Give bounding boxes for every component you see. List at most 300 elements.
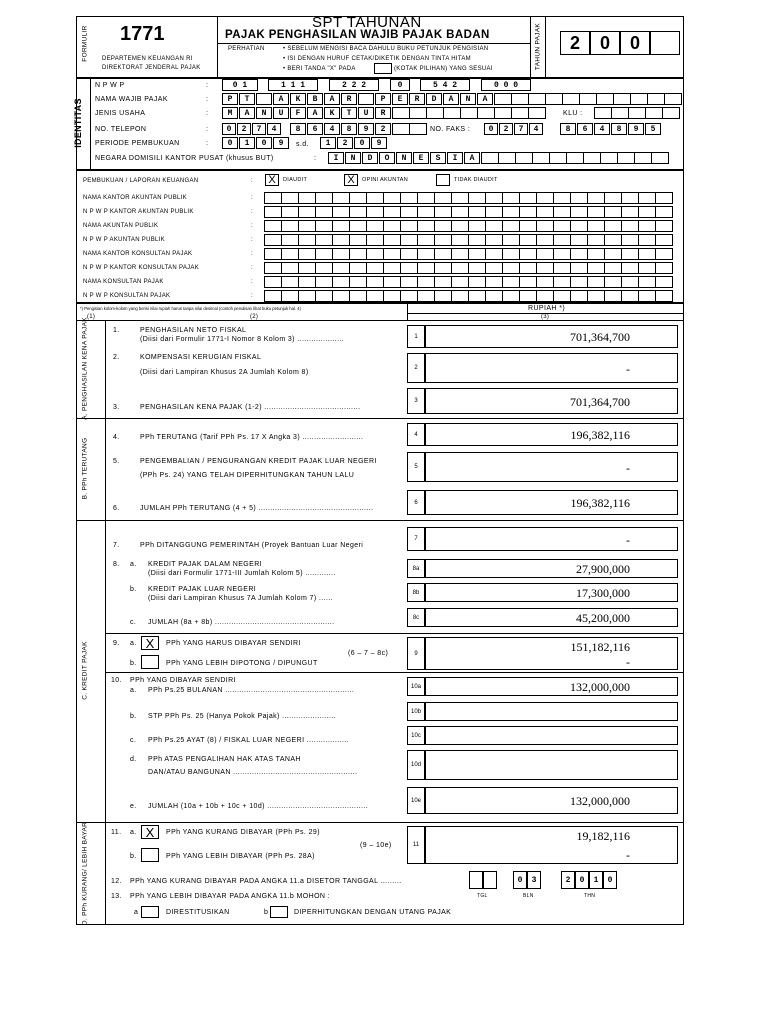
- audit-empty-cell: [468, 206, 486, 218]
- line-11a-label: PPh YANG KURANG DIBAYAR (PPh Ps. 29): [166, 829, 320, 836]
- thn-label: THN: [584, 893, 596, 899]
- audit-empty-cell: [587, 220, 605, 232]
- perhatian-label: PERHATIAN: [228, 46, 265, 52]
- audit-empty-cell: [485, 206, 503, 218]
- audit-empty-cell: [264, 276, 282, 288]
- nama-char-cell: D: [426, 93, 442, 105]
- audit-empty-cell: [485, 248, 503, 260]
- perhatian-line-3a: • BERI TANDA "X" PADA: [283, 66, 356, 72]
- audit-empty-cell: [298, 276, 316, 288]
- audit-empty-cell: [604, 262, 622, 274]
- header-divider-1: [217, 16, 218, 78]
- periode-to-cell: 9: [371, 137, 387, 149]
- line-10d-label: PPh ATAS PENGALIHAN HAK ATAS TANAH: [148, 756, 301, 763]
- section-col-line: [105, 320, 106, 925]
- value-9b: -: [626, 655, 630, 669]
- audit-empty-cell: [264, 192, 282, 204]
- audit-empty-cell: [468, 262, 486, 274]
- audit-empty-cell: [332, 192, 350, 204]
- audit-empty-cell: [638, 192, 656, 204]
- line-11b-checkbox[interactable]: [141, 848, 159, 862]
- value-box-10c[interactable]: [425, 726, 678, 745]
- audit-empty-cell: [298, 248, 316, 260]
- audit-empty-cell: [570, 234, 588, 246]
- line-6-label: JUMLAH PPh TERUTANG (4 + 5) .................................................: [140, 505, 374, 512]
- periode-from-cell: 0: [256, 137, 272, 149]
- audit-empty-cell: [264, 290, 282, 302]
- audit-empty-cell: [570, 248, 588, 260]
- nama-label: NAMA WAJIB PAJAK: [95, 96, 168, 103]
- value-box-10a[interactable]: [425, 677, 678, 696]
- audit-empty-cell: [604, 192, 622, 204]
- box-num-8c: 8c: [407, 608, 425, 627]
- nama-empty-cell: [528, 93, 546, 105]
- faks-area-cell: 0: [484, 123, 498, 135]
- faks-num-cell: 5: [645, 123, 661, 135]
- audit-empty-cell: [536, 192, 554, 204]
- audit-empty-cell: [298, 290, 316, 302]
- box-num-6: 6: [407, 490, 425, 515]
- audit-empty-cell: [621, 192, 639, 204]
- value-box-8a[interactable]: [425, 559, 678, 578]
- dept-line-2: DIREKTORAT JENDERAL PAJAK: [102, 65, 201, 71]
- line-8b-label: KREDIT PAJAK LUAR NEGERI: [148, 586, 257, 593]
- audit-row-colon: :: [251, 279, 253, 285]
- value-8b: 17,300,000: [576, 586, 630, 600]
- negara-empty-cell: [481, 152, 499, 164]
- audit-empty-cell: [281, 220, 299, 232]
- audit-empty-cell: [400, 206, 418, 218]
- nama-char-cell: R: [409, 93, 425, 105]
- box-num-3: 3: [407, 388, 425, 414]
- bln-cell: 0: [513, 871, 527, 889]
- audit-empty-cell: [519, 206, 537, 218]
- faks-num-cell: 8: [611, 123, 627, 135]
- rupiah-col-line: [407, 303, 408, 320]
- audit-row-label: NAMA KONSULTAN PAJAK: [83, 279, 164, 285]
- line-11-number: 11.: [111, 829, 122, 836]
- negara-empty-cell: [634, 152, 652, 164]
- value-box-1[interactable]: [425, 325, 678, 348]
- colon-4: :: [206, 126, 209, 133]
- periode-from-cell: 9: [273, 137, 289, 149]
- nama-empty-cell: [562, 93, 580, 105]
- audit-empty-cell: [587, 276, 605, 288]
- line-5-sub: (PPh Ps. 24) YANG TELAH DIPERHITUNGKAN TAHUN LALU: [140, 472, 355, 479]
- audit-empty-cell: [315, 206, 333, 218]
- line-9b-letter: b.: [130, 660, 137, 667]
- audit-empty-cell: [451, 192, 469, 204]
- audit-empty-cell: [298, 262, 316, 274]
- box-num-5: 5: [407, 452, 425, 482]
- jenis-char-cell: A: [239, 107, 255, 119]
- telepon-num-cell: 9: [358, 123, 374, 135]
- value-8a: 27,900,000: [576, 562, 630, 576]
- audit-empty-cell: [332, 290, 350, 302]
- audit-empty-cell: [638, 290, 656, 302]
- audit-empty-cell: [434, 248, 452, 260]
- audit-empty-cell: [298, 220, 316, 232]
- audit-empty-cell: [638, 262, 656, 274]
- bln-label: BLN: [523, 893, 534, 899]
- value-8c: 45,200,000: [576, 611, 630, 625]
- colon-6: :: [314, 155, 317, 162]
- line-8b-letter: b.: [130, 586, 137, 593]
- line-10e-letter: e.: [130, 803, 137, 810]
- jenis-char-cell: M: [222, 107, 238, 119]
- nama-empty-cell: [494, 93, 512, 105]
- line-10a-label: PPh Ps.25 BULANAN .......................................................: [148, 687, 355, 694]
- audit-empty-cell: [434, 192, 452, 204]
- box-num-10a: 10a: [407, 677, 425, 696]
- line-5-number: 5.: [113, 458, 120, 465]
- audit-empty-cell: [434, 290, 452, 302]
- audit-empty-cell: [570, 290, 588, 302]
- audit-empty-cell: [349, 290, 367, 302]
- line-13-label: PPh YANG LEBIH DIBAYAR PADA ANGKA 11.b MOHON :: [130, 893, 331, 900]
- box-num-10b: 10b: [407, 702, 425, 721]
- audit-empty-cell: [400, 248, 418, 260]
- audit-empty-cell: [536, 248, 554, 260]
- negara-empty-cell: [549, 152, 567, 164]
- audit-empty-cell: [281, 192, 299, 204]
- value-box-10b[interactable]: [425, 702, 678, 721]
- audit-empty-cell: [434, 262, 452, 274]
- line-11a-letter: a.: [130, 829, 137, 836]
- audit-empty-cell: [553, 220, 571, 232]
- opini-label: OPINI AKUNTAN: [362, 177, 408, 183]
- audit-row-colon: :: [251, 293, 253, 299]
- nama-char-cell: A: [324, 93, 340, 105]
- line-13a-letter: a: [134, 909, 139, 916]
- negara-empty-cell: [498, 152, 516, 164]
- nama-empty-cell: [647, 93, 665, 105]
- negara-empty-cell: [532, 152, 550, 164]
- jenis-char-cell: T: [341, 107, 357, 119]
- negara-char-cell: N: [396, 152, 412, 164]
- audit-empty-cell: [298, 206, 316, 218]
- audit-empty-cell: [451, 276, 469, 288]
- line-9b-checkbox[interactable]: [141, 655, 159, 669]
- value-box-5[interactable]: [425, 452, 678, 482]
- negara-char-cell: I: [447, 152, 463, 164]
- audit-empty-cell: [264, 220, 282, 232]
- audit-row-label: NAMA KANTOR KONSULTAN PAJAK: [83, 251, 193, 257]
- audit-empty-cell: [655, 234, 673, 246]
- box-num-9: 9: [407, 637, 425, 670]
- faks-area-cell: 2: [499, 123, 513, 135]
- line-9b-label: PPh YANG LEBIH DIPOTONG / DIPUNGUT: [166, 660, 318, 667]
- audit-empty-cell: [587, 290, 605, 302]
- audit-empty-cell: [383, 262, 401, 274]
- audit-empty-cell: [621, 248, 639, 260]
- jenis-char-cell: K: [324, 107, 340, 119]
- utang-pajak-checkbox[interactable]: [270, 906, 288, 918]
- nama-char-cell: P: [222, 93, 238, 105]
- audit-empty-cell: [655, 248, 673, 260]
- line-5-label: PENGEMBALIAN / PENGURANGAN KREDIT PAJAK LUAR NEGERI: [140, 458, 377, 465]
- audit-empty-cell: [587, 234, 605, 246]
- audit-empty-cell: [315, 262, 333, 274]
- line-9-formula: (6 – 7 – 8c): [348, 650, 389, 657]
- audit-empty-cell: [298, 234, 316, 246]
- jenis-empty-cell: [392, 107, 410, 119]
- audit-empty-cell: [281, 248, 299, 260]
- audit-row-label: N P W P KANTOR KONSULTAN PAJAK: [83, 265, 200, 271]
- telepon-num-cell: 8: [341, 123, 357, 135]
- value-11a: 19,182,116: [576, 829, 630, 843]
- value-box-4[interactable]: [425, 423, 678, 446]
- faks-num-cell: 9: [628, 123, 644, 135]
- pembukuan-label: PEMBUKUAN / LAPORAN KEUANGAN: [83, 178, 199, 184]
- value-box-6[interactable]: [425, 490, 678, 515]
- negara-char-cell: D: [362, 152, 378, 164]
- audit-empty-cell: [417, 234, 435, 246]
- negara-empty-cell: [600, 152, 618, 164]
- nama-char-cell: E: [392, 93, 408, 105]
- tahun-pajak-label: TAHUN PAJAK: [534, 22, 542, 71]
- section-b-label: B. PPh TERUTANG: [81, 437, 89, 500]
- line-7-label: PPh DITANGGUNG PEMERINTAH (Proyek Bantuan Luar Negeri: [140, 542, 364, 549]
- line-1-number: 1.: [113, 327, 120, 334]
- audit-empty-cell: [638, 276, 656, 288]
- jenis-empty-cell: [528, 107, 546, 119]
- audit-empty-cell: [349, 206, 367, 218]
- audit-empty-cell: [366, 234, 384, 246]
- audit-empty-cell: [383, 206, 401, 218]
- audit-empty-cell: [468, 248, 486, 260]
- audit-empty-cell: [417, 290, 435, 302]
- audit-empty-cell: [468, 234, 486, 246]
- audit-empty-cell: [366, 262, 384, 274]
- audit-empty-cell: [553, 276, 571, 288]
- audit-empty-cell: [451, 206, 469, 218]
- opini-checkbox[interactable]: X: [344, 174, 358, 186]
- audit-empty-cell: [655, 276, 673, 288]
- negara-label: NEGARA DOMISILI KANTOR PUSAT (khusus BUT): [95, 155, 274, 162]
- box-num-2: 2: [407, 353, 425, 383]
- audit-empty-cell: [298, 192, 316, 204]
- faks-num-cell: 8: [560, 123, 576, 135]
- col2-header: (2): [250, 314, 259, 320]
- nama-empty-cell: [579, 93, 597, 105]
- audit-empty-cell: [638, 206, 656, 218]
- audit-empty-cell: [621, 234, 639, 246]
- audit-empty-cell: [281, 234, 299, 246]
- audit-empty-cell: [383, 192, 401, 204]
- value-box-8b[interactable]: [425, 583, 678, 602]
- identitas-side-line: [90, 78, 91, 170]
- line-11-formula: (9 – 10e): [360, 842, 392, 849]
- periode-to-cell: 0: [354, 137, 370, 149]
- negara-char-cell: S: [430, 152, 446, 164]
- value-box-11[interactable]: [425, 826, 678, 864]
- faks-area-cell: 7: [514, 123, 528, 135]
- audit-empty-cell: [417, 220, 435, 232]
- audit-empty-cell: [519, 262, 537, 274]
- tidak-diaudit-checkbox[interactable]: [436, 174, 450, 186]
- npwp-group: 0 1: [222, 79, 258, 91]
- jenis-char-cell: A: [307, 107, 323, 119]
- audit-empty-cell: [553, 206, 571, 218]
- audit-empty-cell: [451, 234, 469, 246]
- negara-char-cell: N: [345, 152, 361, 164]
- audit-empty-cell: [366, 290, 384, 302]
- line-9a-label: PPh YANG HARUS DIBAYAR SENDIRI: [166, 640, 301, 647]
- telepon-area-cell: 4: [267, 123, 281, 135]
- audit-empty-cell: [332, 276, 350, 288]
- klu-cell: [628, 107, 646, 119]
- line-10b-label: STP PPh Ps. 25 (Hanya Pokok Pajak) .......................: [148, 713, 337, 720]
- audit-empty-cell: [604, 248, 622, 260]
- audit-row-label: NAMA AKUNTAN PUBLIK: [83, 223, 159, 229]
- box-num-1: 1: [407, 325, 425, 348]
- rupiah-note: *) Pengisian kolom-kolom yang berisi nilai rupiah harus tanpa nilai desimal (contoh penulisan lihat buku petunjuk hal. 4): [80, 306, 301, 311]
- value-5: -: [626, 461, 630, 475]
- audit-empty-cell: [519, 220, 537, 232]
- audit-empty-cell: [383, 276, 401, 288]
- audit-empty-cell: [400, 262, 418, 274]
- col3-header: (3): [541, 314, 550, 320]
- jenis-char-cell: R: [375, 107, 391, 119]
- audit-empty-cell: [502, 248, 520, 260]
- audit-row-label: N P W P KANTOR AKUNTAN PUBLIK: [83, 209, 194, 215]
- box-num-10e: 10e: [407, 787, 425, 814]
- audit-empty-cell: [621, 276, 639, 288]
- line-9a-checkbox[interactable]: X: [141, 636, 159, 650]
- telepon-empty-cell: [409, 123, 427, 135]
- audit-empty-cell: [366, 192, 384, 204]
- audit-empty-cell: [400, 234, 418, 246]
- perhatian-line-3b: (KOTAK PILIHAN) YANG SESUAI: [394, 66, 493, 72]
- col1-header: (1): [87, 314, 96, 320]
- telepon-area-cell: 2: [237, 123, 251, 135]
- nama-empty-cell: [596, 93, 614, 105]
- line-10c-label: PPh Ps.25 AYAT (8) / FISKAL LUAR NEGERI ..................: [148, 737, 349, 744]
- audit-empty-cell: [264, 206, 282, 218]
- npwp-group: 0 0 0: [481, 79, 531, 91]
- audit-empty-cell: [638, 220, 656, 232]
- value-box-3[interactable]: [425, 388, 678, 414]
- nama-char-cell: [358, 93, 374, 105]
- npwp-group: 0: [390, 79, 410, 91]
- audit-empty-cell: [468, 290, 486, 302]
- audit-empty-cell: [366, 276, 384, 288]
- value-2: -: [626, 362, 630, 376]
- klu-label: KLU :: [563, 110, 583, 117]
- diaudit-checkbox[interactable]: X: [265, 174, 279, 186]
- line-1-label: PENGHASILAN NETO FISKAL: [140, 327, 247, 334]
- audit-row-colon: :: [251, 223, 253, 229]
- audit-empty-cell: [417, 192, 435, 204]
- box-num-4: 4: [407, 423, 425, 446]
- line-13b-letter: b: [264, 909, 269, 916]
- audit-empty-cell: [502, 206, 520, 218]
- box-num-10c: 10c: [407, 726, 425, 745]
- audit-empty-cell: [434, 206, 452, 218]
- thn-cell: 0: [575, 871, 589, 889]
- telepon-area-cell: 7: [252, 123, 266, 135]
- audit-empty-cell: [604, 234, 622, 246]
- value-9a: 151,182,116: [570, 640, 630, 654]
- thn-cell: 2: [561, 871, 575, 889]
- audit-empty-cell: [400, 192, 418, 204]
- value-6: 196,382,116: [570, 496, 630, 510]
- value-box-8c[interactable]: [425, 608, 678, 627]
- audit-empty-cell: [485, 192, 503, 204]
- audit-empty-cell: [332, 234, 350, 246]
- audit-empty-cell: [383, 290, 401, 302]
- audit-empty-cell: [587, 192, 605, 204]
- audit-empty-cell: [315, 220, 333, 232]
- line-8c-label: JUMLAH (8a + 8b) ...................................................: [148, 619, 335, 626]
- audit-empty-cell: [264, 262, 282, 274]
- line-10e-label: JUMLAH (10a + 10b + 10c + 10d) ...........................................: [148, 803, 369, 810]
- audit-empty-cell: [349, 234, 367, 246]
- value-box-9[interactable]: [425, 637, 678, 670]
- jenis-empty-cell: [460, 107, 478, 119]
- line-12-label: PPh YANG KURANG DIBAYAR PADA ANGKA 11.a DISETOR TANGGAL .........: [130, 878, 402, 885]
- line-3-number: 3.: [113, 404, 120, 411]
- audit-empty-cell: [502, 192, 520, 204]
- faks-num-cell: 4: [594, 123, 610, 135]
- restitusi-checkbox[interactable]: [141, 906, 159, 918]
- audit-empty-cell: [315, 276, 333, 288]
- line-10c-letter: c.: [130, 737, 137, 744]
- audit-empty-cell: [349, 276, 367, 288]
- audit-empty-cell: [485, 290, 503, 302]
- jenis-char-cell: U: [358, 107, 374, 119]
- periode-from-cell: 0: [222, 137, 238, 149]
- audit-empty-cell: [332, 206, 350, 218]
- value-box-10d[interactable]: [425, 750, 678, 780]
- value-box-2[interactable]: [425, 353, 678, 383]
- section-c-line: [76, 822, 684, 823]
- value-box-7[interactable]: [425, 527, 678, 551]
- nama-empty-cell: [630, 93, 648, 105]
- header-line-2: [76, 320, 684, 321]
- audit-empty-cell: [264, 248, 282, 260]
- line-11a-checkbox[interactable]: X: [141, 825, 159, 839]
- audit-empty-cell: [485, 234, 503, 246]
- nama-char-cell: A: [273, 93, 289, 105]
- header-subtitle-line: [217, 43, 530, 44]
- audit-empty-cell: [281, 290, 299, 302]
- audit-empty-cell: [400, 290, 418, 302]
- line-9-separator: [105, 633, 684, 634]
- nama-empty-cell: [664, 93, 682, 105]
- nama-char-cell: K: [290, 93, 306, 105]
- audit-empty-cell: [638, 234, 656, 246]
- audit-row-colon: :: [251, 237, 253, 243]
- form-number: 1771: [120, 23, 165, 45]
- audit-empty-cell: [570, 220, 588, 232]
- audit-row-label: N P W P KONSULTAN PAJAK: [83, 293, 171, 299]
- section-d-label: D. PPh KURANG/ LEBIH BAYAR: [81, 821, 89, 926]
- value-box-10e[interactable]: [425, 787, 678, 814]
- line-2-sub: (Diisi dari Lampiran Khusus 2A Jumlah Kolom 8): [140, 369, 309, 376]
- audit-empty-cell: [536, 234, 554, 246]
- audit-empty-cell: [553, 262, 571, 274]
- audit-empty-cell: [536, 290, 554, 302]
- audit-empty-cell: [485, 262, 503, 274]
- audit-empty-cell: [519, 290, 537, 302]
- line-9-number: 9.: [113, 640, 120, 647]
- audit-empty-cell: [451, 262, 469, 274]
- audit-empty-cell: [281, 276, 299, 288]
- audit-empty-cell: [553, 290, 571, 302]
- audit-empty-cell: [366, 206, 384, 218]
